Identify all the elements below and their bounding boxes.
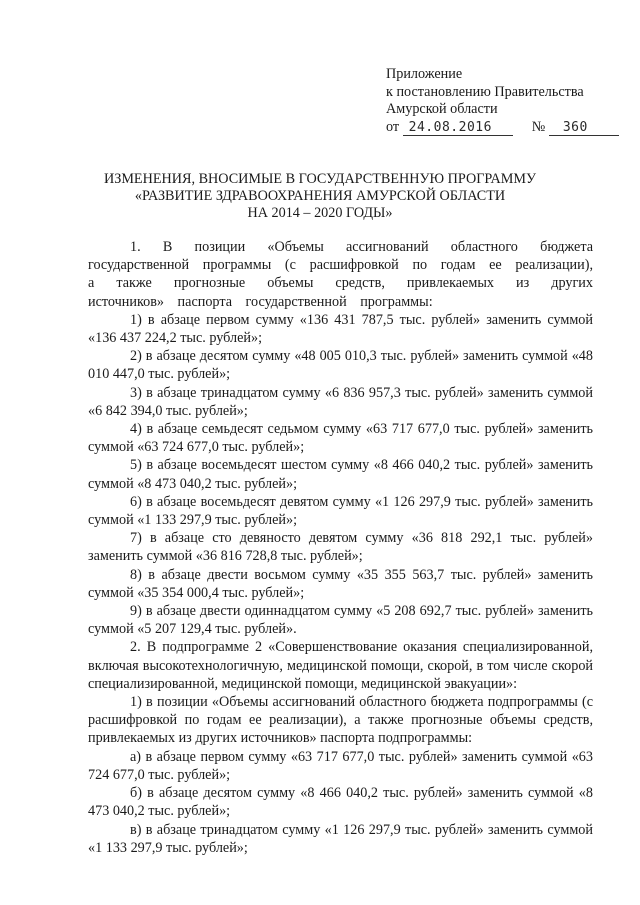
paragraph: 2. В подпрограмме 2 «Совершенствование оказания специализированной, включая высокотехнологичную, медицинской помощи, скорой, в том числе скорой специализированной, медицинской помощи, медицинской эвакуации»: [88,639,593,692]
paragraph: 8) в абзаце двести восьмом сумму «35 355 563,7 тыс. рублей» заменить суммой «35 354 000,4 тыс. рублей»; [88,566,593,601]
appendix-label: Приложение [386,66,463,82]
number-prefix: № [531,118,546,135]
paragraph: 7) в абзаце сто девяносто девятом сумму «36 818 292,1 тыс. рублей» заменить суммой «36 816 728,8 тыс. рублей»; [88,530,593,565]
appendix-block [386,66,626,136]
paragraph: 1. В позиции «Объемы ассигнований областного бюджета государственной программы (с расшифровкой по годам ее реализации), а также прогнозные объемы средств, привлекаемых из других источников» паспорта государственной программы: [88,239,593,310]
paragraph: а) в абзаце первом сумму «63 717 677,0 тыс. рублей» заменить суммой «63 724 677,0 тыс. рублей»; [88,748,593,783]
paragraph: 4) в абзаце семьдесят седьмом сумму «63 717 677,0 тыс. рублей» заменить суммой «63 724 677,0 тыс. рублей»; [88,421,593,456]
resolution-date: 24.08.2016 [403,121,513,136]
paragraph: 1) в абзаце первом сумму «136 431 787,5 тыс. рублей» заменить суммой «136 437 224,2 тыс. рублей»; [88,311,593,347]
paragraph: 1) в позиции «Объемы ассигнований областного бюджета подпрограммы (с расшифровкой по годам ее реализации), а также прогнозные объемы средств, привлекаемых из других источников» паспорта подпрограммы: [88,694,593,747]
appendix-date-line [386,119,626,137]
document-body [88,238,593,857]
paragraph: б) в абзаце десятом сумму «8 466 040,2 тыс. рублей» заменить суммой «8 473 040,2 тыс. рублей»; [88,785,593,820]
title-line-3: НА 2014 – 2020 ГОДЫ» [247,205,393,221]
paragraph: 2) в абзаце десятом сумму «48 005 010,3 тыс. рублей» заменить суммой «48 010 447,0 тыс. рублей»; [88,348,593,383]
paragraph: в) в абзаце тринадцатом сумму «1 126 297,9 тыс. рублей» заменить суммой «1 133 297,9 тыс. рублей»; [88,821,593,856]
resolution-number: 360 [549,121,619,136]
paragraph: 9) в абзаце двести одиннадцатом сумму «5 208 692,7 тыс. рублей» заменить суммой «5 207 129,4 тыс. рублей». [88,603,593,638]
appendix-region-line: Амурской области [386,101,498,118]
appendix-resolution-line: к постановлению Правительства [386,83,584,100]
paragraph: 3) в абзаце тринадцатом сумму «6 836 957,3 тыс. рублей» заменить суммой «6 842 394,0 тыс. рублей»; [88,384,593,419]
date-prefix: от [386,118,400,135]
paragraph: 5) в абзаце восемьдесят шестом сумму «8 466 040,2 тыс. рублей» заменить суммой «8 473 040,2 тыс. рублей»; [88,457,593,492]
paragraph: 6) в абзаце восемьдесят девятом сумму «1 126 297,9 тыс. рублей» заменить суммой «1 133 297,9 тыс. рублей»; [88,493,593,529]
title-line-2: «РАЗВИТИЕ ЗДРАВООХРАНЕНИЯ АМУРСКОЙ ОБЛАСТИ [134,188,506,204]
title-line-1: ИЗМЕНЕНИЯ, ВНОСИМЫЕ В ГОСУДАРСТВЕННУЮ ПРОГРАММУ [103,171,537,187]
document-title [90,171,550,222]
